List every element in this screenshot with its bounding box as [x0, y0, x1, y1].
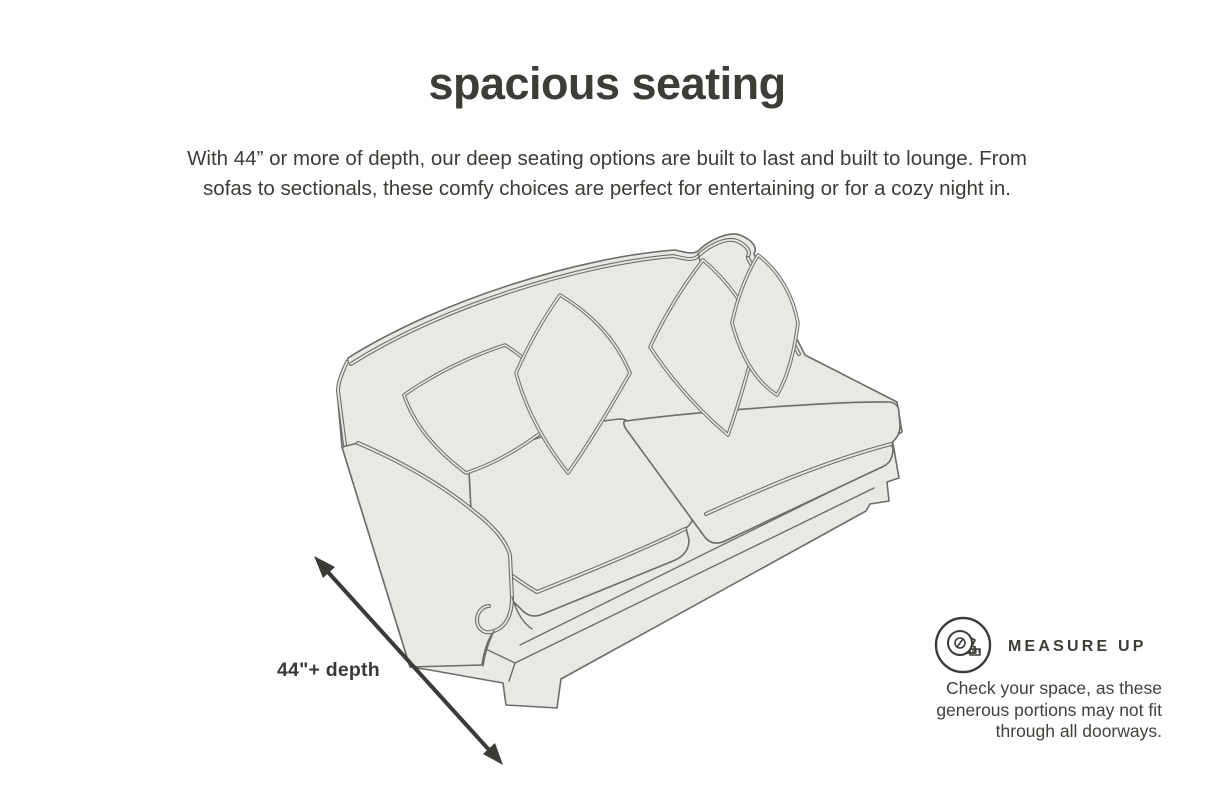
depth-dimension-label: 44"+ depth — [277, 659, 380, 681]
page-title: spacious seating — [428, 58, 786, 109]
sofa-illustration — [280, 225, 920, 775]
caption-line-2: generous portions may not fit — [936, 699, 1162, 720]
sofa-line-drawing-svg — [280, 225, 920, 775]
caption-line-1: Check your space, as these — [946, 678, 1162, 698]
caption-line-3: through all doorways. — [995, 721, 1162, 741]
tape-measure-icon — [932, 614, 994, 676]
measure-up-heading: MEASURE UP — [1008, 638, 1147, 655]
page-description — [102, 144, 1112, 204]
description-line-1: With 44” or more of depth, our deep seating options are built to last and built to lounge. From — [187, 147, 1027, 170]
description-line-2: sofas to sectionals, these comfy choices are perfect for entertaining or for a cozy night in. — [203, 177, 1011, 200]
measure-up-caption — [872, 678, 1162, 743]
